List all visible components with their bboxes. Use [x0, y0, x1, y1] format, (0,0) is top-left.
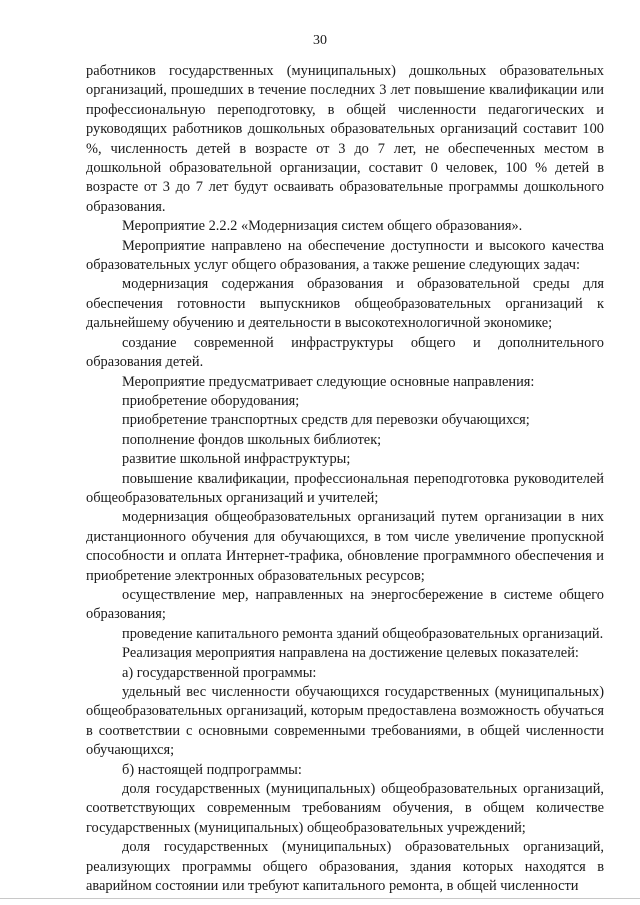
- list-item: развитие школьной инфраструктуры;: [122, 451, 351, 468]
- paragraph: а) государственной программы:: [122, 664, 317, 681]
- paragraph: Мероприятие предусматривает следующие основные направления:: [122, 373, 535, 390]
- document-body: [86, 62, 604, 896]
- page-number: 30: [313, 33, 327, 48]
- paragraph: б) настоящей подпрограммы:: [122, 761, 302, 778]
- list-item: приобретение транспортных средств для перевозки обучающихся;: [122, 412, 530, 429]
- list-item: проведение капитального ремонта зданий общеобразовательных организаций.: [122, 625, 604, 642]
- paragraph: работников государственных (муниципальных) дошкольных образовательных организаций, прошедших в течение последних 3 лет повышение квалификации или профессиональную переподготовку, в общей численности педагогических и руководящих работников дошкольных образовательных организаций составит 100 %, численность детей в возрасте от 3 до 7 лет, не обеспеченных местом в дошкольной образовательной организации, составит 0 человек, 100 % детей в возрасте от 3 до 7 лет будут осваивать образовательные программы дошкольного образования.: [86, 63, 604, 215]
- list-item: пополнение фондов школьных библиотек;: [122, 431, 382, 448]
- paragraph: доля государственных (муниципальных) образовательных организаций, реализующих программы общего образования, здания которых находятся в аварийном состоянии или требуют капитального ремонта, в общей численности: [86, 839, 604, 895]
- paragraph: создание современной инфраструктуры общего и дополнительного образования детей.: [86, 334, 604, 371]
- paragraph: доля государственных (муниципальных) общеобразовательных организаций, соответствующих современным требованиям обучения, в общем количестве государственных (муниципальных) общеобразовательных учреждений;: [86, 781, 604, 836]
- paragraph: модернизация содержания образования и образовательной среды для обеспечения готовности выпускников общеобразовательных организаций к дальнейшему обучению и деятельности в высокотехнологичной экономике;: [86, 276, 604, 332]
- list-item: модернизация общеобразовательных организаций путем организации в них дистанционного обучения для обучающихся, в том числе увеличение пропускной способности и оплата Интернет-трафика, обновление программного обеспечения и приобретение электронных образовательных ресурсов;: [86, 509, 604, 584]
- paragraph: Мероприятие 2.2.2 «Модернизация систем общего образования».: [122, 218, 523, 235]
- paragraph: удельный вес численности обучающихся государственных (муниципальных) общеобразовательных организаций, которым предоставлена возможность обучаться в соответствии с основными современными требованиями, в общей численности обучающихся;: [86, 684, 604, 759]
- paragraph: Реализация мероприятия направлена на достижение целевых показателей:: [122, 645, 579, 662]
- list-item: осуществление мер, направленных на энергосбережение в системе общего образования;: [86, 586, 604, 623]
- list-item: приобретение оборудования;: [122, 392, 300, 409]
- list-item: повышение квалификации, профессиональная переподготовка руководителей общеобразовательных организаций и учителей;: [86, 470, 604, 506]
- scan-edge-divider: [0, 898, 640, 899]
- paragraph: Мероприятие направлено на обеспечение доступности и высокого качества образовательных услуг общего образования, а также решение следующих задач:: [86, 237, 604, 274]
